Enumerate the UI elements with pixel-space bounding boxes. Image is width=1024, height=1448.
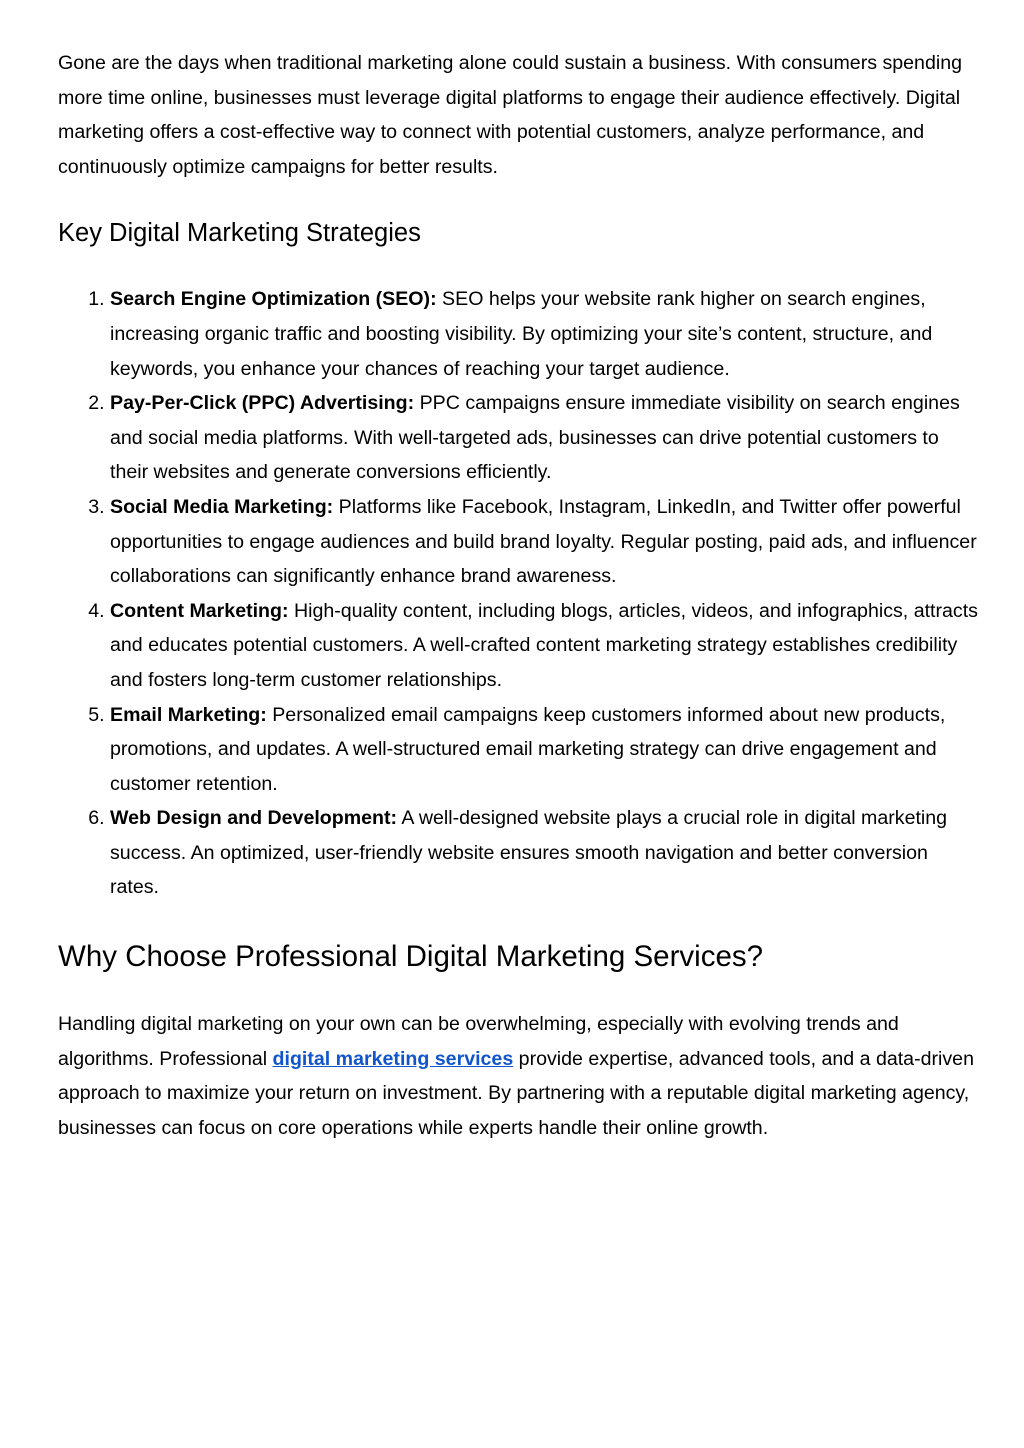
- list-item-seo: [110, 282, 978, 386]
- list-item-title: Search Engine Optimization (SEO):: [110, 288, 437, 311]
- intro-paragraph: Gone are the days when traditional marketing alone could sustain a business. With consumers spending more time online, businesses must leverage digital platforms to engage their audience effectively. Digital marketing offers a cost-effective way to connect with potential customers, analyze performance, and continuously optimize campaigns for better results.: [58, 52, 963, 178]
- why-text-before-link: Handling digital marketing on your own can be overwhelming, especially with evolving trends and algorithms. Professional: [58, 1013, 899, 1070]
- why-paragraph: [58, 1007, 978, 1145]
- list-item-ppc: [110, 386, 978, 490]
- list-item-text: SEO helps your website rank higher on search engines, increasing organic traffic and boosting visibility. By optimizing your site’s content, structure, and keywords, you enhance your chances of reaching your target audience.: [110, 288, 933, 380]
- list-item-web-design: [110, 801, 978, 905]
- list-item-text: High-quality content, including blogs, articles, videos, and infographics, attracts and educates potential customers. A well-crafted content marketing strategy establishes credibility and fosters long-term customer relationships.: [110, 599, 978, 691]
- list-item-title: Content Marketing:: [110, 599, 289, 622]
- list-item-social-media: [110, 490, 978, 594]
- why-text-after-link: provide expertise, advanced tools, and a data-driven approach to maximize your return on investment. By partnering with a reputable digital marketing agency, businesses can focus on core operations while experts handle their online growth.: [58, 1047, 974, 1139]
- list-item-text: PPC campaigns ensure immediate visibility on search engines and social media platforms. With well-targeted ads, businesses can drive potential customers to their websites and generate conversions efficiently.: [110, 392, 960, 484]
- document-page: [58, 46, 978, 1145]
- list-item-title: Social Media Marketing:: [110, 495, 334, 518]
- list-item-email-marketing: [110, 698, 978, 802]
- list-item-text: A well-designed website plays a crucial role in digital marketing success. An optimized, user-friendly website ensures smooth navigation and better conversion rates.: [110, 807, 948, 899]
- list-item-title: Email Marketing:: [110, 703, 267, 726]
- list-item-text: Personalized email campaigns keep customers informed about new products, promotions, and updates. A well-structured email marketing strategy can drive engagement and customer retention.: [110, 703, 946, 795]
- list-item-text: Platforms like Facebook, Instagram, LinkedIn, and Twitter offer powerful opportunities to engage audiences and build brand loyalty. Regular posting, paid ads, and influencer collaborations can significantly enhance brand awareness.: [110, 495, 977, 588]
- why-heading: Why Choose Professional Digital Marketing Services?: [58, 940, 764, 974]
- strategy-list: [58, 282, 978, 905]
- strategies-heading: Key Digital Marketing Strategies: [58, 219, 421, 248]
- list-item-title: Web Design and Development:: [110, 807, 398, 830]
- list-item-title: Pay-Per-Click (PPC) Advertising:: [110, 392, 415, 415]
- list-item-content-marketing: [110, 594, 978, 698]
- digital-marketing-services-link[interactable]: digital marketing services: [272, 1047, 514, 1070]
